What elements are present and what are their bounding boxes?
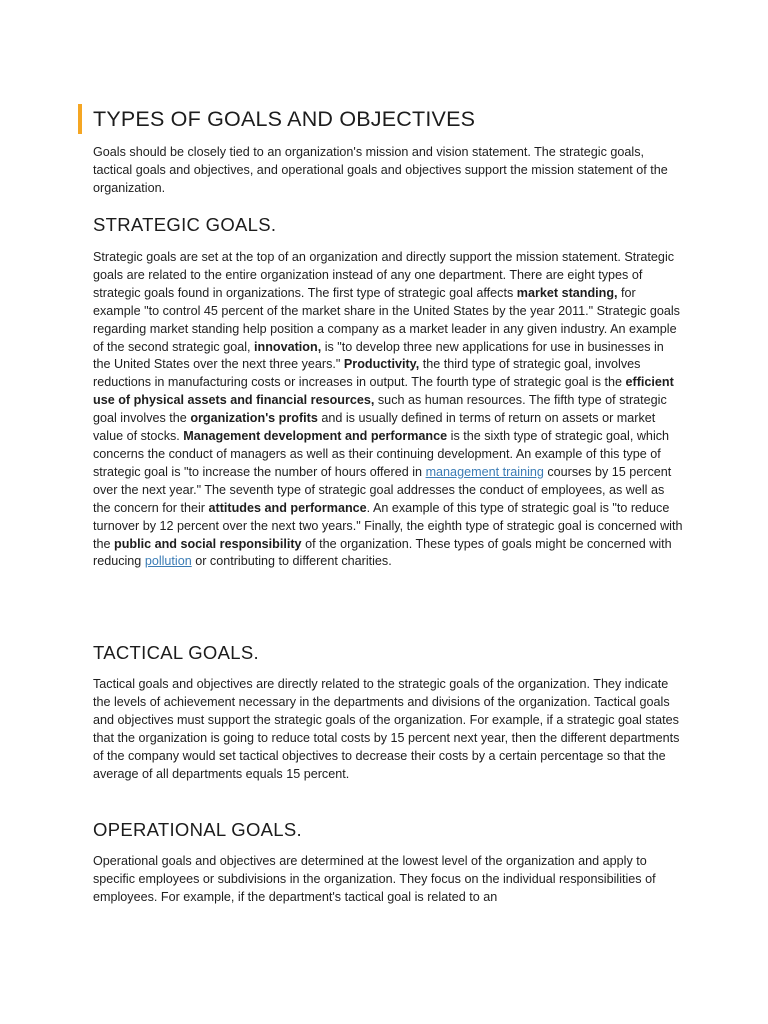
pollution-link[interactable]: pollution (144, 554, 192, 569)
text-run: the third type of strategic goal, involves reductions in manufacturing costs or increases in output. The fourth type of strategic goal is the (93, 357, 641, 390)
strategic-goals-heading: STRATEGIC GOALS. (93, 214, 277, 235)
bold-term-management-development: Management development and performance (183, 429, 448, 444)
intro-paragraph: Goals should be closely tied to an organization's mission and vision statement. The strategic goals, tactical goals and objectives, and operational goals and objectives support the mission statement of the organization. (93, 145, 668, 195)
page-title: TYPES OF GOALS AND OBJECTIVES (93, 106, 476, 131)
operational-goals-heading: OPERATIONAL GOALS. (93, 819, 302, 840)
bold-term-public-social-responsibility: public and social responsibility (114, 536, 302, 551)
text-run: and is usually defined in terms of return on assets or market value of stocks. (93, 411, 656, 444)
bold-term-innovation: innovation, (254, 339, 322, 354)
text-run: of the organization. These types of goals might be concerned with reducing (93, 536, 672, 569)
tactical-goals-paragraph: Tactical goals and objectives are directly related to the strategic goals of the organization. They indicate the levels of achievement necessary in the departments and divisions of the organization. Tactical goals and objectives must support the strategic goals of the organization. For example, if a strategic goal states that the organization is going to reduce total costs by 15 percent next year, then the different departments of the company would set tactical objectives to decrease their costs by a certain percentage so that the average of all departments equals 15 percent. (93, 677, 680, 781)
text-run: is the sixth type of strategic goal, which concerns the conduct of managers as well as their continuing development. An example of this type of strategic goal is "to increase the number of hours offered in (93, 429, 670, 479)
text-run: courses by 15 percent over the next year." The seventh type of strategic goal addresses the conduct of employees, as well as the concern for their (93, 464, 672, 515)
operational-goals-paragraph: Operational goals and objectives are determined at the lowest level of the organization and apply to specific employees or subdivisions in the organization. They focus on the individual responsibilities of employees. For example, if the department's tactical goal is related to an (93, 854, 656, 904)
text-run: for example "to control 45 percent of the market share in the United States by the year 2011." Strategic goals regarding market standing help position a company as a market leader in any given industry. An example of the second strategic goal, (93, 285, 680, 354)
bold-term-market-standing: market standing, (516, 285, 618, 300)
text-run: is "to develop three new applications for use in businesses in the United States over the next three years." (93, 339, 664, 372)
management-training-link[interactable]: management training (425, 464, 544, 479)
text-run: or contributing to different charities. (191, 554, 392, 569)
text-run: such as human resources. The fifth type of strategic goal involves the (93, 393, 667, 426)
text-run: Strategic goals are set at the top of an organization and directly support the mission statement. Strategic goals are related to the entire organization instead of any one department. There are eight types of strategic goals found in organizations. The first type of strategic goal affects (93, 250, 675, 300)
tactical-goals-heading: TACTICAL GOALS. (93, 642, 259, 663)
bold-term-efficient-use: efficient use of physical assets and financial resources, (93, 375, 674, 408)
title-block (78, 104, 475, 134)
strategic-goals-paragraph (93, 249, 683, 571)
bold-term-profits: organization's profits (190, 411, 318, 426)
bold-term-productivity: Productivity, (343, 357, 420, 372)
bold-term-attitudes-performance: attitudes and performance (208, 500, 367, 515)
text-run: . An example of this type of strategic goal is "to reduce turnover by 12 percent over the next two years." Finally, the eighth type of strategic goal is concerned with the (93, 500, 683, 551)
title-accent-bar (78, 104, 82, 134)
